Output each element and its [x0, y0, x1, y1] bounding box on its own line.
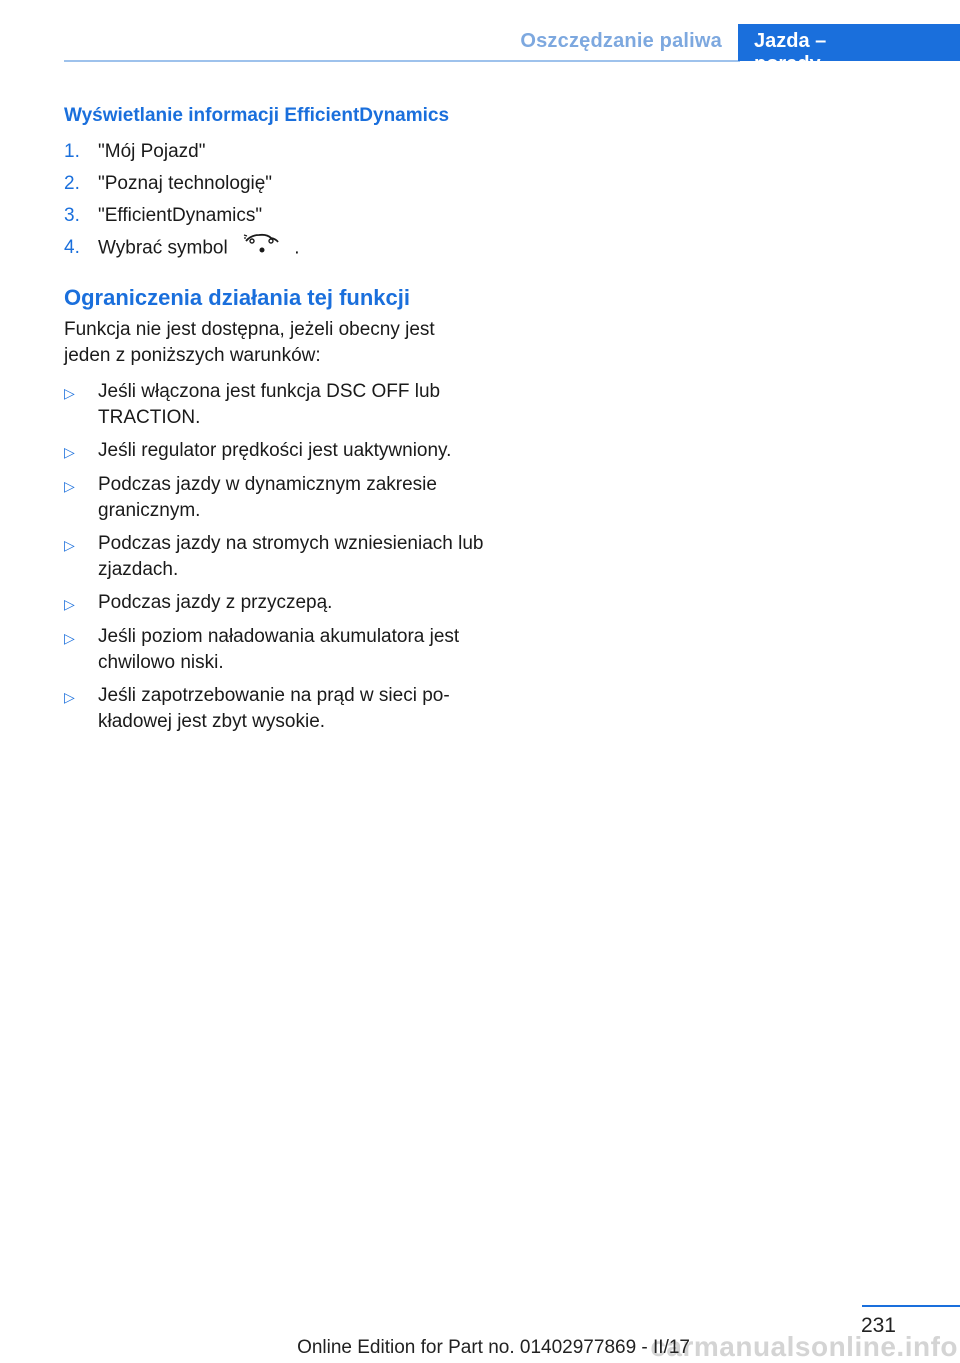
step-suffix: .	[294, 237, 300, 259]
step-text: "Mój Pojazd"	[98, 141, 206, 162]
section-title: Ograniczenia działania tej funkcji	[64, 285, 410, 310]
bullet-triangle-icon: ▷	[64, 689, 75, 705]
step-item	[64, 136, 484, 168]
step-item	[64, 168, 484, 200]
main-content	[64, 102, 484, 742]
edition-label: Online Edition for Part no. 01402977869 - II/17	[297, 1337, 690, 1358]
steps-list	[64, 136, 484, 265]
step-item	[64, 232, 484, 265]
step-number: 4.	[64, 237, 80, 258]
step-text: "Poznaj technologię"	[98, 173, 273, 194]
subheading: Wyświetlanie informacji EfficientDynamics	[64, 105, 450, 126]
step-text: "EfficientDynamics"	[98, 205, 263, 226]
list-item	[64, 438, 484, 465]
bullet-text: Podczas jazdy z przyczepą.	[98, 592, 333, 613]
page-header	[520, 24, 960, 75]
bullet-triangle-icon: ▷	[64, 478, 75, 494]
breadcrumb-chapter[interactable]: Jazda – porady	[738, 24, 960, 61]
bullet-text: Podczas jazdy w dynamicznym zakresie granicznym.	[98, 474, 437, 521]
bullet-text: Jeśli zapotrzebowanie na prąd w sieci po-kładowej jest zbyt wysokie.	[98, 685, 450, 732]
bullet-text: Jeśli włączona jest funkcja DSC OFF lub TRACTION.	[98, 381, 441, 428]
bullet-triangle-icon: ▷	[64, 596, 75, 612]
step-text: Wybrać symbol	[98, 237, 228, 259]
footer-rule	[862, 1305, 960, 1307]
list-item	[64, 683, 484, 735]
page-number: 231	[860, 1314, 896, 1337]
intro-text: Funkcja nie jest dostępna, jeżeli obecny jest jeden z poniższych warunków:	[64, 319, 435, 366]
list-item	[64, 472, 484, 524]
step-number: 2.	[64, 173, 80, 194]
bullet-triangle-icon: ▷	[64, 444, 75, 460]
car-sailing-icon	[243, 232, 281, 265]
bullet-text: Jeśli regulator prędkości jest uaktywniony.	[98, 440, 452, 461]
bullet-triangle-icon: ▷	[64, 385, 75, 401]
list-item	[64, 379, 484, 431]
step-number: 3.	[64, 205, 80, 226]
bullet-triangle-icon: ▷	[64, 537, 75, 553]
breadcrumb-section[interactable]: Oszczędzanie paliwa	[520, 30, 722, 52]
list-item	[64, 531, 484, 583]
step-number: 1.	[64, 141, 80, 162]
conditions-list	[64, 379, 484, 735]
bullet-text: Podczas jazdy na stromych wzniesieniach lub zjazdach.	[98, 533, 484, 580]
list-item	[64, 590, 484, 617]
bullet-triangle-icon: ▷	[64, 630, 75, 646]
bullet-text: Jeśli poziom naładowania akumulatora jest chwilowo niski.	[98, 626, 460, 673]
watermark: carmanualsonline.info	[650, 1331, 958, 1362]
list-item	[64, 624, 484, 676]
step-item	[64, 200, 484, 232]
